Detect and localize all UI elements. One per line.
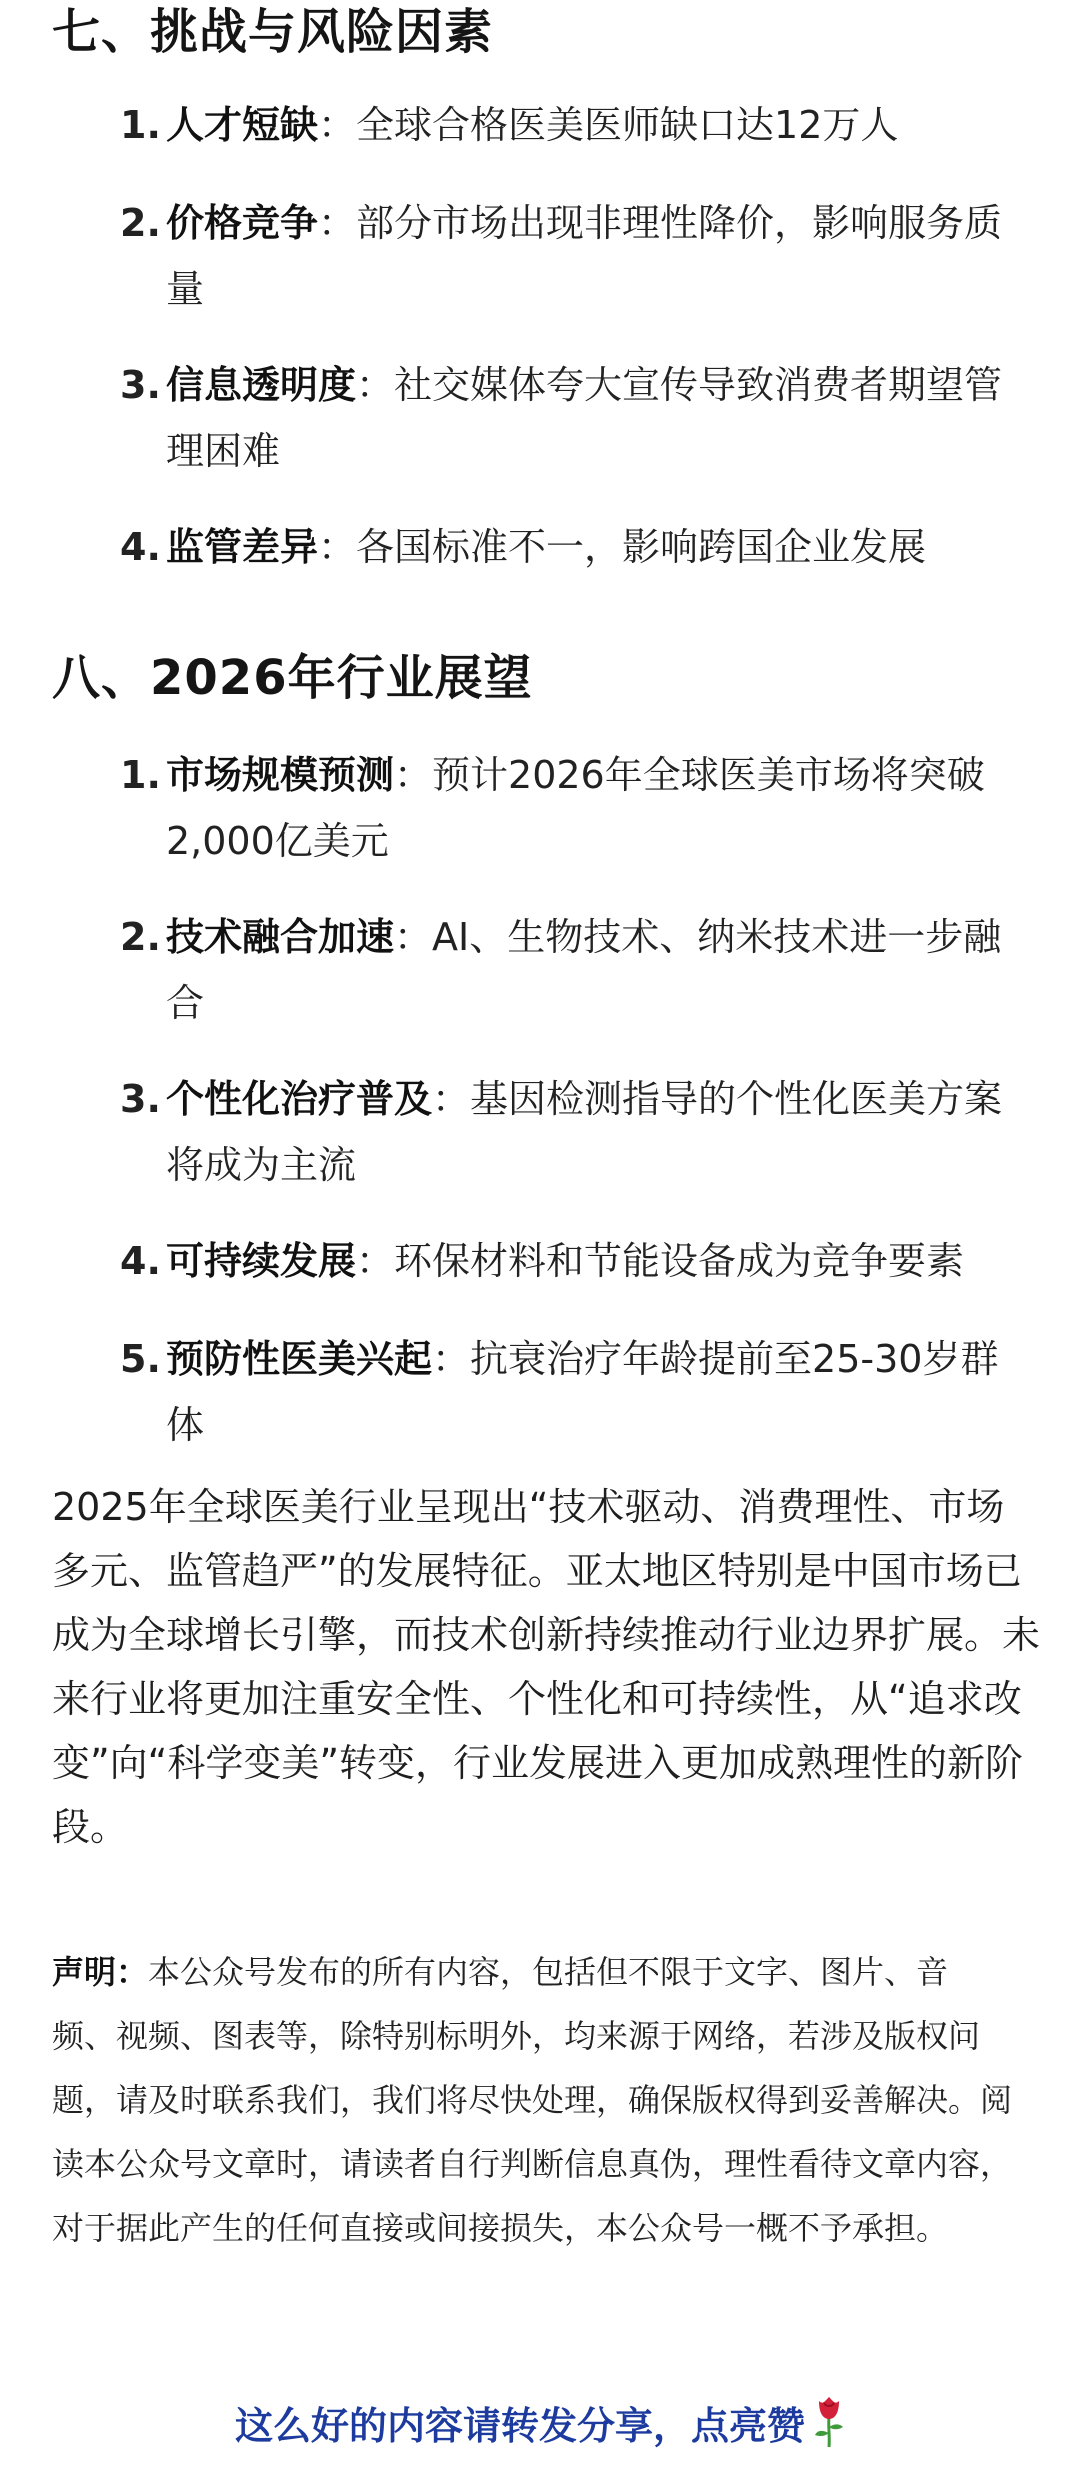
list-separator: ： [432,1077,471,1121]
list-separator: ： [318,103,357,147]
list-number: 1. [120,103,161,147]
disclaimer-paragraph [52,1940,1012,2260]
list-number: 1. [120,753,161,797]
list-separator: ： [356,363,395,407]
list-text: AI、生物技术、纳米技术进一步融合 [166,915,1002,1025]
list-item [120,1228,1030,1294]
section-title-outlook: 八、2026年行业展望 [52,650,533,706]
list-item [120,352,1030,484]
list-term: 可持续发展 [166,1239,357,1283]
list-item [120,904,1030,1036]
list-separator: ： [356,1239,395,1283]
list-item [120,190,1030,322]
list-term: 价格竞争 [166,201,319,245]
share-text: 这么好的内容请转发分享，点亮赞 [234,2404,805,2448]
list-text: 各国标准不一，影响跨国企业发展 [356,525,927,569]
list-text: 基因检测指导的个性化医美方案将成为主流 [166,1077,1003,1187]
list-text: 全球合格医美医师缺口达12万人 [356,103,899,147]
list-term: 预防性医美兴起 [166,1337,433,1381]
list-term: 市场规模预测 [166,753,395,797]
list-term: 监管差异 [166,525,319,569]
disclaimer-label: 声明： [52,1953,149,1991]
list-item [120,514,1030,580]
disclaimer-text: 本公众号发布的所有内容，包括但不限于文字、图片、音频、视频、图表等，除特别标明外，均来源于网络，若涉及版权问题，请及时联系我们，我们将尽快处理，确保版权得到妥善解决。阅读本公众号文章时，请读者自行判断信息真伪，理性看待文章内容，对于据此产生的任何直接或间接损失，本公众号一概不予承担。 [52,1953,1013,2247]
list-term: 人才短缺 [166,103,319,147]
list-separator: ： [432,1337,471,1381]
list-separator: ： [394,915,433,959]
list-term: 个性化治疗普及 [166,1077,433,1121]
list-text: 预计2026年全球医美市场将突破2,000亿美元 [166,753,985,863]
section-title-challenges: 七、挑战与风险因素 [52,4,494,60]
list-term: 信息透明度 [166,363,357,407]
list-text: 抗衰治疗年龄提前至25-30岁群体 [166,1337,999,1447]
list-item [120,742,1030,874]
list-text: 社交媒体夸大宣传导致消费者期望管理困难 [166,363,1003,473]
list-number: 2. [120,201,161,245]
list-number: 4. [120,525,161,569]
list-separator: ： [318,525,357,569]
list-separator: ： [394,753,433,797]
summary-paragraph: 2025年全球医美行业呈现出“技术驱动、消费理性、市场多元、监管趋严”的发展特征。亚太地区特别是中国市场已成为全球增长引擎，而技术创新持续推动行业边界扩展。未来行业将更加注重安全性、个性化和可持续性，从“追求改变”向“科学变美”转变，行业发展进入更加成熟理性的新阶段。 [52,1485,1041,1849]
share-prompt [0,2395,1080,2466]
list-number: 5. [120,1337,161,1381]
list-number: 4. [120,1239,161,1283]
list-text: 环保材料和节能设备成为竞争要素 [394,1239,965,1283]
list-item [120,92,1030,158]
list-item [120,1326,1030,1458]
list-number: 3. [120,363,161,407]
list-number: 3. [120,1077,161,1121]
list-separator: ： [318,201,357,245]
list-number: 2. [120,915,161,959]
list-text: 部分市场出现非理性降价，影响服务质量 [166,201,1003,311]
list-item [120,1066,1030,1198]
list-term: 技术融合加速 [166,915,395,959]
rose-icon [813,2395,845,2466]
